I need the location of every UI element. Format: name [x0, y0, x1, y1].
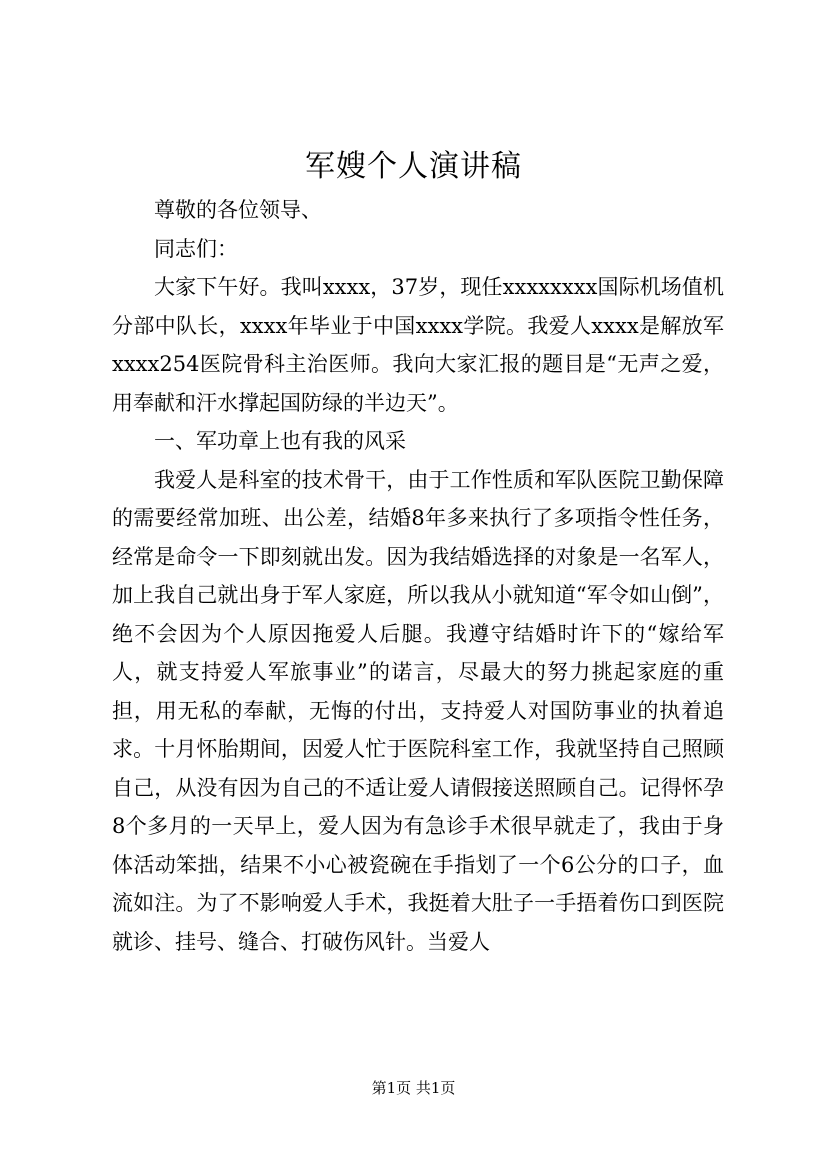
body-paragraph: 我爱人是科室的技术骨干，由于工作性质和军队医院卫勤保障的需要经常加班、出公差，结婚8年多来执行了多项指令性任务，经常是命令一下即刻就出发。因为我结婚选择的对象是一名军人，加上我自己就出身于军人家庭，所以我从小就知道“军令如山倒”，绝不会因为个人原因拖爱人后腿。我遵守结婚时许下的“嫁给军人，就支持爱人军旅事业”的诺言，尽最大的努力挑起家庭的重担，用无私的奉献，无悔的付出，支持爱人对国防事业的执着追求。十月怀胎期间，因爱人忙于医院科室工作，我就坚持自己照顾自己，从没有因为自己的不适让爱人请假接送照顾自己。记得怀孕8个多月的一天早上，爱人因为有急诊手术很早就走了，我由于身体活动笨拙，结果不小心被瓷碗在手指划了一个6公分的口子，血流如注。为了不影响爱人手术，我挺着大肚子一手捂着伤口到医院就诊、挂号、缝合、打破伤风针。当爱人	[112, 467, 724, 954]
salutation-line-2: 同志们：	[154, 236, 238, 261]
document-body	[112, 191, 724, 961]
intro-paragraph: 大家下午好。我叫xxxx，37岁，现任xxxxxxxx国际机场值机分部中队长，xxxx年毕业于中国xxxx学院。我爱人xxxx是解放军xxxx254医院骨科主治医师。我向大家汇报的题目是“无声之爱，用奉献和汗水撑起国防绿的半边天”。	[112, 275, 724, 415]
section-heading: 一、军功章上也有我的风采	[154, 429, 406, 453]
document-title: 军嫂个人演讲稿	[305, 149, 522, 184]
page-number-footer: 第1页 共1页	[371, 1079, 456, 1097]
salutation-line-1: 尊敬的各位领导、	[154, 198, 322, 222]
